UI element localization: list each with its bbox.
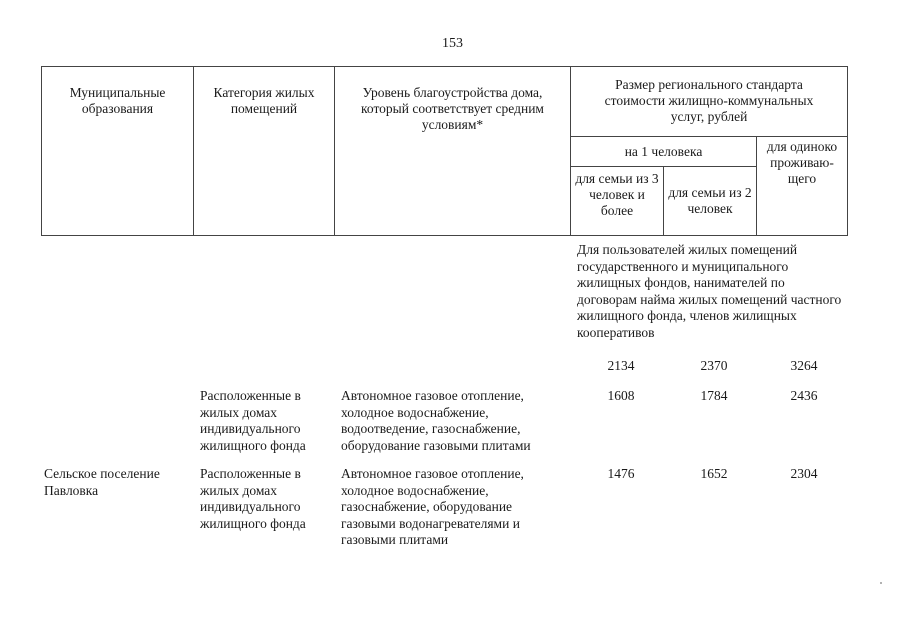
section-note: Для пользователей жилых помещений государственного и муниципального жилищных фондов, нанимателей по договорам найма жилых помещений частного жилищного фонда, членов жилищных кооперативов <box>577 242 842 340</box>
row-2-municipality: Сельское поселение Павловка <box>44 466 160 498</box>
row-0-family-3: 2134 <box>607 358 635 373</box>
row-1-amenities: Автономное газовое отопление, холодное водоснабжение, водоотведение, газоснабжение, оборудование газовыми плитами <box>341 388 531 453</box>
header-standard-size: Размер регионального стандарта стоимости жилищно-коммунальных услуг, рублей <box>571 67 848 137</box>
row-1-single: 2436 <box>790 388 818 403</box>
header-amenity-level: Уровень благоустройства дома, который соответствует средним условиям* <box>335 67 571 236</box>
page-number: 153 <box>442 36 463 51</box>
row-2-family-2: 1652 <box>700 466 728 481</box>
row-1-family-2: 1784 <box>700 388 728 403</box>
header-municipalities: Муниципальные образования <box>42 67 194 236</box>
row-1-family-3: 1608 <box>607 388 635 403</box>
row-0-family-2: 2370 <box>700 358 728 373</box>
scan-speck <box>880 582 882 584</box>
header-per-person: на 1 человека <box>571 137 757 167</box>
header-family-3: для семьи из 3 человек и более <box>571 167 664 236</box>
row-2-amenities: Автономное газовое отопление, холодное водоснабжение, газоснабжение, оборудование газовыми водонагревателями и газовыми плитами <box>341 466 524 547</box>
header-category: Категория жилых помещений <box>194 67 335 236</box>
header-family-2: для семьи из 2 человек <box>664 167 757 236</box>
row-2-family-3: 1476 <box>607 466 635 481</box>
table-header <box>41 66 848 236</box>
row-2-category: Расположенные в жилых домах индивидуального жилищного фонда <box>200 466 306 531</box>
row-0-single: 3264 <box>790 358 818 373</box>
row-2-single: 2304 <box>790 466 818 481</box>
row-1-category: Расположенные в жилых домах индивидуального жилищного фонда <box>200 388 306 453</box>
header-single: для одиноко проживаю-щего <box>757 137 848 236</box>
